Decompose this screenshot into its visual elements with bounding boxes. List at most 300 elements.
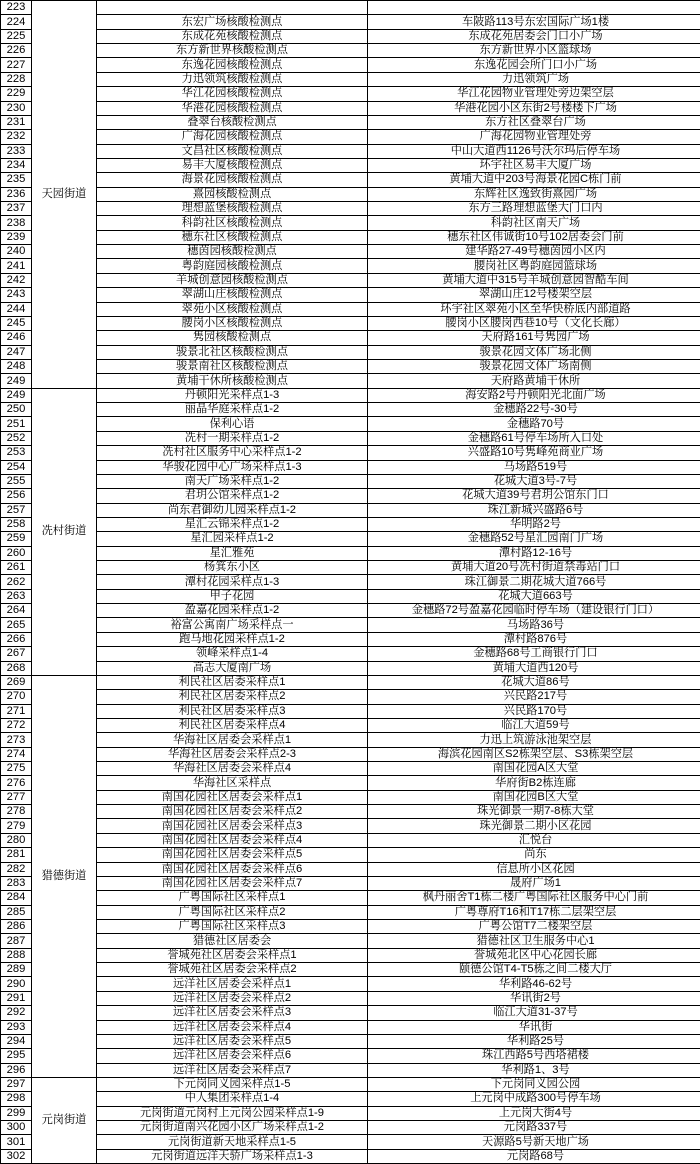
site-name-cell: 华江花园核酸检测点 — [97, 87, 368, 101]
table-row — [1, 273, 700, 287]
table-row — [1, 388, 700, 402]
table-row — [1, 87, 700, 101]
site-address-cell: 马场路36号 — [368, 618, 700, 632]
table-row — [1, 431, 700, 445]
site-name-cell: 穗茵园核酸检测点 — [97, 245, 368, 259]
row-number-cell: 232 — [1, 130, 32, 144]
table-row — [1, 302, 700, 316]
site-address-cell: 南国花园A区大堂 — [368, 762, 700, 776]
site-name-cell: 骏景北社区核酸检测点 — [97, 345, 368, 359]
row-number-cell: 226 — [1, 44, 32, 58]
row-number-cell: 225 — [1, 29, 32, 43]
site-name-cell: 利民社区居委采样点4 — [97, 718, 368, 732]
table-row — [1, 1063, 700, 1077]
site-name-cell: 力迅领筑核酸检测点 — [97, 72, 368, 86]
site-name-cell: 星汇雅苑 — [97, 546, 368, 560]
table-row — [1, 575, 700, 589]
site-address-cell: 珠江御景二期花城大道766号 — [368, 575, 700, 589]
site-address-cell: 天府路黄埔干休所 — [368, 374, 700, 388]
table-row — [1, 1077, 700, 1091]
row-number-cell: 302 — [1, 1149, 32, 1163]
table-row — [1, 762, 700, 776]
site-name-cell: 杨箕东小区 — [97, 561, 368, 575]
site-address-cell: 花城大道39号君玥公馆东门口 — [368, 489, 700, 503]
site-address-cell: 金穗路61号停车场所入口处 — [368, 431, 700, 445]
row-number-cell: 295 — [1, 1049, 32, 1063]
row-number-cell: 289 — [1, 963, 32, 977]
site-address-cell: 东成花苑居委会门口小广场 — [368, 29, 700, 43]
row-number-cell: 230 — [1, 101, 32, 115]
site-address-cell: 中山大道西1126号沃尔玛后停车场 — [368, 144, 700, 158]
site-address-cell: 海滨花园南区S2栋架空层、S3栋架空层 — [368, 747, 700, 761]
row-number-cell: 285 — [1, 905, 32, 919]
site-address-cell: 科韵社区南天广场 — [368, 216, 700, 230]
row-number-cell: 229 — [1, 87, 32, 101]
row-number-cell: 228 — [1, 72, 32, 86]
site-name-cell: 东逸花园核酸检测点 — [97, 58, 368, 72]
site-name-cell: 南国花园社区居委会采样点4 — [97, 833, 368, 847]
table-row — [1, 604, 700, 618]
site-name-cell: 星汇园采样点1-2 — [97, 532, 368, 546]
site-name-cell: 远洋社区居委会采样点7 — [97, 1063, 368, 1077]
street-name-cell: 猎德街道 — [32, 675, 97, 1077]
row-number-cell: 231 — [1, 115, 32, 129]
site-name-cell: 元岗街道元岗村上元岗公园采样点1-9 — [97, 1106, 368, 1120]
site-name-cell — [97, 1, 368, 15]
table-row — [1, 618, 700, 632]
table-row — [1, 790, 700, 804]
row-number-cell: 223 — [1, 1, 32, 15]
site-name-cell: 理想蓝堡核酸检测点 — [97, 202, 368, 216]
table-row — [1, 230, 700, 244]
row-number-cell: 286 — [1, 920, 32, 934]
site-name-cell: 元岗街道新天地采样点1-5 — [97, 1135, 368, 1149]
site-address-cell: 花城大道86号 — [368, 675, 700, 689]
site-address-cell: 花城大道663号 — [368, 589, 700, 603]
site-address-cell: 元岗路337号 — [368, 1121, 700, 1135]
row-number-cell: 235 — [1, 173, 32, 187]
site-address-cell: 下元岗同义园公园 — [368, 1077, 700, 1091]
site-name-cell: 南国花园社区居委会采样点1 — [97, 790, 368, 804]
site-address-cell: 黄埔大道20号冼村街道禁毒站门口 — [368, 561, 700, 575]
table-body — [1, 1, 700, 1164]
table-row — [1, 187, 700, 201]
site-name-cell: 中人集团采样点1-4 — [97, 1092, 368, 1106]
site-name-cell: 誉城苑社区居委会采样点1 — [97, 948, 368, 962]
site-address-cell: 兴民路170号 — [368, 704, 700, 718]
table-row — [1, 489, 700, 503]
table-row — [1, 819, 700, 833]
table-row — [1, 963, 700, 977]
site-address-cell: 华港花园小区东街2号楼楼下广场 — [368, 101, 700, 115]
site-address-cell: 翠湖山庄12号楼架空层 — [368, 288, 700, 302]
site-name-cell: 华海社区采样点 — [97, 776, 368, 790]
table-row — [1, 733, 700, 747]
site-address-cell: 广粤尊府T16和T17栋二层架空层 — [368, 905, 700, 919]
row-number-cell: 270 — [1, 690, 32, 704]
site-name-cell: 腰岗小区核酸检测点 — [97, 316, 368, 330]
site-name-cell: 华港花园核酸检测点 — [97, 101, 368, 115]
row-number-cell: 243 — [1, 288, 32, 302]
row-number-cell: 247 — [1, 345, 32, 359]
site-address-cell: 珠江西路5号西塔裙楼 — [368, 1049, 700, 1063]
site-address-cell: 上元岗大街4号 — [368, 1106, 700, 1120]
table-row — [1, 1121, 700, 1135]
table-row — [1, 259, 700, 273]
site-address-cell: 腰岗社区粤韵庭园篮球场 — [368, 259, 700, 273]
site-address-cell: 东逸花园会所门口小广场 — [368, 58, 700, 72]
site-name-cell: 华骏花园中心广场采样点1-3 — [97, 460, 368, 474]
site-address-cell: 天府路161号隽园广场 — [368, 331, 700, 345]
row-number-cell: 299 — [1, 1106, 32, 1120]
site-name-cell: 高志大厦南广场 — [97, 661, 368, 675]
site-address-cell: 力迅领筑广场 — [368, 72, 700, 86]
row-number-cell: 300 — [1, 1121, 32, 1135]
table-row — [1, 158, 700, 172]
site-name-cell: 冼村社区服务中心采样点1-2 — [97, 446, 368, 460]
table-row — [1, 460, 700, 474]
row-number-cell: 268 — [1, 661, 32, 675]
site-name-cell: 远洋社区居委会采样点4 — [97, 1020, 368, 1034]
table-row — [1, 848, 700, 862]
row-number-cell: 249 — [1, 374, 32, 388]
table-row — [1, 1006, 700, 1020]
table-row — [1, 532, 700, 546]
row-number-cell: 250 — [1, 403, 32, 417]
table-row — [1, 891, 700, 905]
site-address-cell — [368, 1, 700, 15]
table-row — [1, 747, 700, 761]
table-row — [1, 1092, 700, 1106]
row-number-cell: 258 — [1, 517, 32, 531]
row-number-cell: 272 — [1, 718, 32, 732]
site-name-cell: 丹顿阳光采样点1-3 — [97, 388, 368, 402]
table-row — [1, 876, 700, 890]
table-row — [1, 704, 700, 718]
table-row — [1, 202, 700, 216]
row-number-cell: 224 — [1, 15, 32, 29]
row-number-cell: 275 — [1, 762, 32, 776]
site-address-cell: 元岗路68号 — [368, 1149, 700, 1163]
table-row — [1, 374, 700, 388]
table-row — [1, 977, 700, 991]
row-number-cell: 251 — [1, 417, 32, 431]
table-row — [1, 359, 700, 373]
table-row — [1, 245, 700, 259]
site-address-cell: 环宇社区易丰大厦广场 — [368, 158, 700, 172]
row-number-cell: 271 — [1, 704, 32, 718]
row-number-cell: 261 — [1, 561, 32, 575]
table-row — [1, 331, 700, 345]
site-name-cell: 盈嘉花园采样点1-2 — [97, 604, 368, 618]
row-number-cell: 249 — [1, 388, 32, 402]
site-name-cell: 远洋社区居委会采样点3 — [97, 1006, 368, 1020]
row-number-cell: 284 — [1, 891, 32, 905]
row-number-cell: 238 — [1, 216, 32, 230]
site-name-cell: 翠湖山庄核酸检测点 — [97, 288, 368, 302]
table-row — [1, 316, 700, 330]
row-number-cell: 257 — [1, 503, 32, 517]
row-number-cell: 237 — [1, 202, 32, 216]
site-name-cell: 华海社区居委会采样点2-3 — [97, 747, 368, 761]
site-name-cell: 东方新世界核酸检测点 — [97, 44, 368, 58]
table-row — [1, 216, 700, 230]
site-address-cell: 潭村路876号 — [368, 632, 700, 646]
table-row — [1, 1, 700, 15]
row-number-cell: 273 — [1, 733, 32, 747]
row-number-cell: 252 — [1, 431, 32, 445]
site-name-cell: 南国花园社区居委会采样点5 — [97, 848, 368, 862]
site-address-cell: 华明路2号 — [368, 517, 700, 531]
row-number-cell: 259 — [1, 532, 32, 546]
table-row — [1, 173, 700, 187]
table-row — [1, 345, 700, 359]
site-address-cell: 华利路25号 — [368, 1034, 700, 1048]
site-name-cell: 广粤国际社区采样点2 — [97, 905, 368, 919]
row-number-cell: 277 — [1, 790, 32, 804]
table-row — [1, 29, 700, 43]
row-number-cell: 262 — [1, 575, 32, 589]
row-number-cell: 242 — [1, 273, 32, 287]
row-number-cell: 241 — [1, 259, 32, 273]
row-number-cell: 298 — [1, 1092, 32, 1106]
table-row — [1, 130, 700, 144]
site-name-cell: 裕富公寓南广场采样点一 — [97, 618, 368, 632]
site-name-cell: 广海花园核酸检测点 — [97, 130, 368, 144]
site-address-cell: 晟府广场1 — [368, 876, 700, 890]
site-name-cell: 元岗街道远洋天骄广场采样点1-3 — [97, 1149, 368, 1163]
site-name-cell: 远洋社区居委会采样点1 — [97, 977, 368, 991]
site-name-cell: 隽园核酸检测点 — [97, 331, 368, 345]
site-address-cell: 建华路27-49号穗茵园小区内 — [368, 245, 700, 259]
row-number-cell: 266 — [1, 632, 32, 646]
site-name-cell: 翠苑小区核酸检测点 — [97, 302, 368, 316]
table-row — [1, 446, 700, 460]
site-name-cell: 君玥公馆采样点1-2 — [97, 489, 368, 503]
table-row — [1, 288, 700, 302]
site-address-cell: 东方新世界小区篮球场 — [368, 44, 700, 58]
site-address-cell: 颐德公馆T4-T5栋之间二楼大厅 — [368, 963, 700, 977]
site-name-cell: 领峰采样点1-4 — [97, 647, 368, 661]
site-name-cell: 南国花园社区居委会采样点6 — [97, 862, 368, 876]
site-name-cell: 南国花园社区居委会采样点3 — [97, 819, 368, 833]
site-name-cell: 广粤国际社区采样点3 — [97, 920, 368, 934]
row-number-cell: 254 — [1, 460, 32, 474]
row-number-cell: 260 — [1, 546, 32, 560]
site-address-cell: 临江大道59号 — [368, 718, 700, 732]
table-row — [1, 675, 700, 689]
row-number-cell: 267 — [1, 647, 32, 661]
site-name-cell: 元岗街道南兴花园小区广场采样点1-2 — [97, 1121, 368, 1135]
row-number-cell: 288 — [1, 948, 32, 962]
table-row — [1, 546, 700, 560]
table-row — [1, 1034, 700, 1048]
site-name-cell: 利民社区居委采样点3 — [97, 704, 368, 718]
site-address-cell: 华府街B2栋连廊 — [368, 776, 700, 790]
table-row — [1, 44, 700, 58]
table-row — [1, 1020, 700, 1034]
table-row — [1, 15, 700, 29]
site-name-cell: 利民社区居委采样点1 — [97, 675, 368, 689]
site-address-cell: 兴盛路10号隽峰苑商业广场 — [368, 446, 700, 460]
table-row — [1, 862, 700, 876]
site-name-cell: 丽晶华庭采样点1-2 — [97, 403, 368, 417]
row-number-cell: 264 — [1, 604, 32, 618]
site-name-cell: 华海社区居委会采样点4 — [97, 762, 368, 776]
row-number-cell: 240 — [1, 245, 32, 259]
table-row — [1, 632, 700, 646]
site-name-cell: 骏景南社区核酸检测点 — [97, 359, 368, 373]
site-address-cell: 黄埔大道中203号海景花园C栋门前 — [368, 173, 700, 187]
site-address-cell: 金穗路72号盈嘉花园临时停车场（建设银行门口） — [368, 604, 700, 618]
table-row — [1, 58, 700, 72]
table-row — [1, 517, 700, 531]
table-row — [1, 991, 700, 1005]
site-name-cell: 远洋社区居委会采样点6 — [97, 1049, 368, 1063]
row-number-cell: 293 — [1, 1020, 32, 1034]
site-address-cell: 力迅上筑游泳池架空层 — [368, 733, 700, 747]
site-name-cell: 远洋社区居委会采样点5 — [97, 1034, 368, 1048]
site-address-cell: 华讯街 — [368, 1020, 700, 1034]
site-address-cell: 金穗路68号工商银行门口 — [368, 647, 700, 661]
site-name-cell: 文昌社区核酸检测点 — [97, 144, 368, 158]
table-row — [1, 101, 700, 115]
row-number-cell: 276 — [1, 776, 32, 790]
row-number-cell: 239 — [1, 230, 32, 244]
site-address-cell: 华利路46-62号 — [368, 977, 700, 991]
row-number-cell: 281 — [1, 848, 32, 862]
street-name-cell: 天园街道 — [32, 1, 97, 389]
site-name-cell: 星汇云锦采样点1-2 — [97, 517, 368, 531]
row-number-cell: 297 — [1, 1077, 32, 1091]
row-number-cell: 291 — [1, 991, 32, 1005]
table-row — [1, 144, 700, 158]
site-name-cell: 东成花苑核酸检测点 — [97, 29, 368, 43]
table-row — [1, 417, 700, 431]
site-address-cell: 汇悦台 — [368, 833, 700, 847]
site-name-cell: 穗东社区核酸检测点 — [97, 230, 368, 244]
row-number-cell: 246 — [1, 331, 32, 345]
site-address-cell: 兴民路217号 — [368, 690, 700, 704]
site-name-cell: 甲子花园 — [97, 589, 368, 603]
table-row — [1, 589, 700, 603]
table-row — [1, 403, 700, 417]
site-name-cell: 冼村一期采样点1-2 — [97, 431, 368, 445]
site-address-cell: 黄埔大道中315号羊城创意园智酷车间 — [368, 273, 700, 287]
row-number-cell: 279 — [1, 819, 32, 833]
site-name-cell: 跑马地花园采样点1-2 — [97, 632, 368, 646]
table-row — [1, 833, 700, 847]
table-row — [1, 920, 700, 934]
table-row — [1, 934, 700, 948]
row-number-cell: 282 — [1, 862, 32, 876]
site-name-cell: 黄埔干休所核酸检测点 — [97, 374, 368, 388]
site-name-cell: 东宏广场核酸检测点 — [97, 15, 368, 29]
site-address-cell: 东方社区叠翠台广场 — [368, 115, 700, 129]
site-address-cell: 环宇社区翠苑小区至华快桥底内部道路 — [368, 302, 700, 316]
site-name-cell: 叠翠台核酸检测点 — [97, 115, 368, 129]
site-address-cell: 东方三路理想蓝堡大门口内 — [368, 202, 700, 216]
table-row — [1, 718, 700, 732]
site-address-cell: 金穗路52号星汇园南门广场 — [368, 532, 700, 546]
row-number-cell: 256 — [1, 489, 32, 503]
site-name-cell: 潭村花园采样点1-3 — [97, 575, 368, 589]
row-number-cell: 287 — [1, 934, 32, 948]
site-address-cell: 信息所小区花园 — [368, 862, 700, 876]
site-address-cell: 上元岗中成路300号停车场 — [368, 1092, 700, 1106]
site-address-cell: 潭村路12-16号 — [368, 546, 700, 560]
row-number-cell: 255 — [1, 474, 32, 488]
table-row — [1, 72, 700, 86]
table-row — [1, 948, 700, 962]
row-number-cell: 263 — [1, 589, 32, 603]
site-address-cell: 华讯街2号 — [368, 991, 700, 1005]
table-row — [1, 690, 700, 704]
site-address-cell: 黄埔大道西120号 — [368, 661, 700, 675]
site-name-cell: 羊城创意园核酸检测点 — [97, 273, 368, 287]
site-name-cell: 誉城苑社区居委会采样点2 — [97, 963, 368, 977]
row-number-cell: 301 — [1, 1135, 32, 1149]
site-address-cell: 穗东社区伟诚街10号102居委会门前 — [368, 230, 700, 244]
site-name-cell: 熹园核酸检测点 — [97, 187, 368, 201]
site-address-cell: 腰岗小区腰岗西巷10号（文化长廊） — [368, 316, 700, 330]
site-address-cell: 马场路519号 — [368, 460, 700, 474]
site-name-cell: 粤韵庭园核酸检测点 — [97, 259, 368, 273]
row-number-cell: 274 — [1, 747, 32, 761]
site-address-cell: 广粤公馆T7二楼架空层 — [368, 920, 700, 934]
site-name-cell: 保利心语 — [97, 417, 368, 431]
row-number-cell: 292 — [1, 1006, 32, 1020]
site-address-cell: 天源路5号新天地广场 — [368, 1135, 700, 1149]
site-address-cell: 花城大道3号-7号 — [368, 474, 700, 488]
site-name-cell: 远洋社区居委会采样点2 — [97, 991, 368, 1005]
table-row — [1, 115, 700, 129]
row-number-cell: 236 — [1, 187, 32, 201]
row-number-cell: 296 — [1, 1063, 32, 1077]
street-name-cell: 元岗街道 — [32, 1077, 97, 1163]
row-number-cell: 265 — [1, 618, 32, 632]
site-name-cell: 科韵社区核酸检测点 — [97, 216, 368, 230]
row-number-cell: 245 — [1, 316, 32, 330]
site-address-cell: 尚东 — [368, 848, 700, 862]
row-number-cell: 234 — [1, 158, 32, 172]
row-number-cell: 294 — [1, 1034, 32, 1048]
site-address-cell: 金穗路70号 — [368, 417, 700, 431]
row-number-cell: 227 — [1, 58, 32, 72]
site-address-cell: 骏景花园文体广场南侧 — [368, 359, 700, 373]
row-number-cell: 280 — [1, 833, 32, 847]
site-address-cell: 南国花园B区大堂 — [368, 790, 700, 804]
site-name-cell: 易丰大厦核酸检测点 — [97, 158, 368, 172]
table-row — [1, 776, 700, 790]
site-address-cell: 华江花园物业管理处旁边架空层 — [368, 87, 700, 101]
table-row — [1, 661, 700, 675]
row-number-cell: 278 — [1, 805, 32, 819]
site-address-cell: 骏景花园文体广场北侧 — [368, 345, 700, 359]
table-row — [1, 561, 700, 575]
street-name-cell: 冼村街道 — [32, 388, 97, 675]
site-address-cell: 金穗路22号-30号 — [368, 403, 700, 417]
site-address-cell: 珠光御景二期小区花园 — [368, 819, 700, 833]
site-name-cell: 南天广场采样点1-2 — [97, 474, 368, 488]
table-row — [1, 1149, 700, 1163]
site-address-cell: 珠光御景一期7-8栋大堂 — [368, 805, 700, 819]
site-address-cell: 珠江新城兴盛路6号 — [368, 503, 700, 517]
row-number-cell: 269 — [1, 675, 32, 689]
site-name-cell: 海景花园核酸检测点 — [97, 173, 368, 187]
site-address-cell: 誉城苑北区中心花园长廊 — [368, 948, 700, 962]
site-address-cell: 车陂路113号东宏国际广场1楼 — [368, 15, 700, 29]
